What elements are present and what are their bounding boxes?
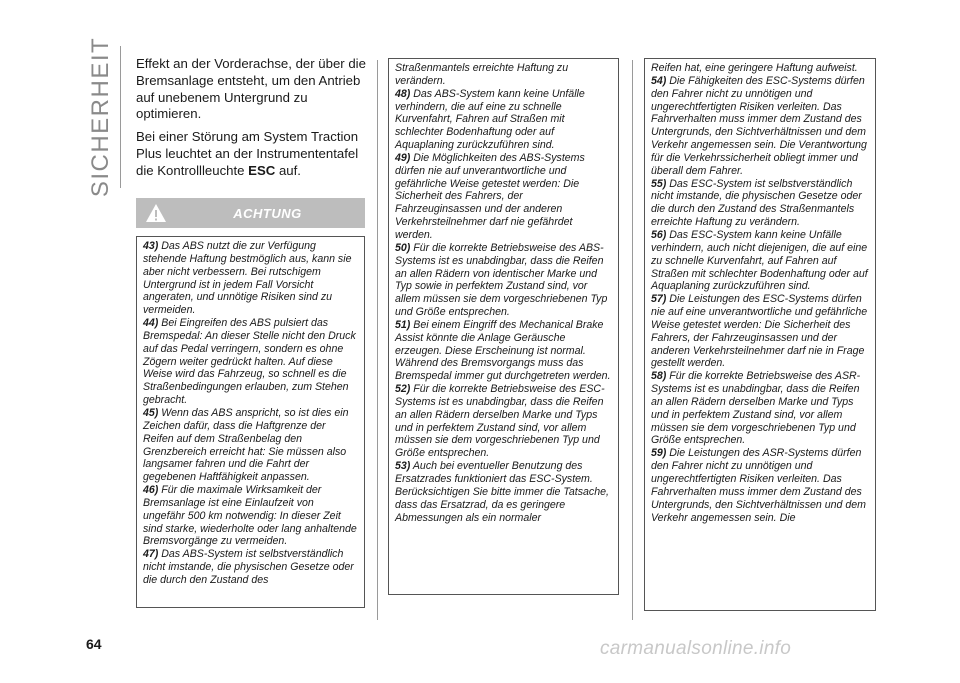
note-46: 46) Für die maximale Wirksamkeit der Bremsanlage ist eine Einlaufzeit von ungefähr 500 km notwendig: In dieser Zeit sind starke, wiederholte oder lang anhaltende Bremsvorgänge zu vermeiden. [143,484,357,548]
note-55: 55) Das ESC-System ist selbstverständlich nicht imstande, die physischen Gesetze oder die durch den Zustand des Straßenmantels erreichte Haftung zu verändern. [651,177,862,229]
warning-triangle-icon [145,202,167,224]
note-44: 44) Bei Eingreifen des ABS pulsiert das Bremspedal: An dieser Stelle nicht den Druck auf das Pedal verringern, sondern es ohne Zögern weiter gedrückt halten. Auf diese Weise wird das Fahrzeug, so schnell es die Straßenbedingungen erlauben, zum Stehen gebracht. [143,317,356,407]
section-divider [120,46,121,188]
warning-box-column-2 [388,58,619,595]
warning-box-column-1 [136,236,365,608]
column-divider [377,60,378,620]
note-58: 58) Für die korrekte Betriebsweise des ASR-Systems ist es unabdingbar, dass die Reifen an allen Rädern derselben Marke und Typs und in perfektem Zustand sind, vor allem müssen sie dem vorgeschriebenen Typ und Größe entsprechen. [651,370,861,447]
intro-paragraph-1: Effekt an der Vorderachse, der über die Bremsanlage entsteht, um den Antrieb auf unebenem Untergrund zu optimieren. [136,56,366,122]
note-54: 54) Die Fähigkeiten des ESC-Systems dürfen den Fahrer nicht zu unnötigen und ungerechtfertigten Risiken verleiten. Das Fahrverhalten muss immer dem Zustand des Untergrunds, den Sichtverhältnissen und dem Verkehr angemessen sein. Die Verantwortung für die Verkehrssicherheit obliegt immer und überall dem Fahrer. [651,74,867,177]
note-52: 52) Für die korrekte Betriebsweise des ESC-Systems ist es unabdingbar, dass die Reifen an allen Rädern derselben Marke und Typs und in perfektem Zustand sind, vor allem müssen sie dem vorgeschriebenen Typ und Größe entsprechen. [395,383,605,460]
intro-text [136,56,366,186]
esc-warning-light-symbol: ESC [248,162,276,178]
intro-paragraph-2: Bei einer Störung am System Traction Plus leuchtet an der Instrumententafel die Kontrollleuchte ESC auf. [136,129,359,178]
column-divider [632,60,633,620]
note-56: 56) Das ESC-System kann keine Unfälle verhindern, auch nicht diejenigen, die auf eine zu schnelle Kurvenfahrt, auf Fahren auf Straßen mit schlechter Bodenhaftung oder auf Aquaplaning zurückzuführen sind. [651,228,868,293]
note-53: 53) Auch bei eventueller Benutzung des Ersatzrades funktioniert das ESC-System. Berücksichtigen Sie bitte immer die Tatsache, dass das Ersatzrad, da es geringere Abmessungen als ein normaler [395,460,609,524]
note-49: 49) Die Möglichkeiten des ABS-Systems dürfen nie auf unverantwortliche und gefährliche Weise getestet werden: Die Sicherheit des Fahrers, der Fahrzeuginsassen und der anderen Verkehrsteilnehmer darf nie gefährdet werden. [395,151,585,241]
note-51: 51) Bei einem Eingriff des Mechanical Brake Assist könnte die Anlage Geräusche erzeugen. Diese Erscheinung ist normal. Während des Bremsvorgangs muss das Bremspedal immer gut durchgetreten werden. [395,318,611,383]
warning-title: ACHTUNG [233,205,302,221]
note-59: 59) Die Leistungen des ASR-Systems dürfen den Fahrer nicht zu unnötigen und ungerechtfertigten Risiken verleiten. Das Fahrverhalten muss immer dem Zustand des Untergrunds, den Sichtverhältnissen und dem Verkehr angemessen sein. Die [651,447,866,524]
page-number: 64 [86,636,102,652]
note-48: 48) Das ABS-System kann keine Unfälle verhindern, die auf eine zu schnelle Kurvenfahrt, Fahren auf Straßen mit schlechter Bodenhaftung oder auf Aquaplaning zurückzuführen sind. [395,87,585,152]
section-title: SICHERHEIT [87,36,114,198]
note-43: 43) Das ABS nutzt die zur Verfügung stehende Haftung bestmöglich aus, kann sie aber nicht verbessern. Bei rutschigem Untergrund ist in jedem Fall Vorsicht angeraten, und unnötige Risiken sind zu vermeiden. [143,240,352,317]
note-50: 50) Für die korrekte Betriebsweise des ABS-Systems ist es unabdingbar, dass die Reifen an allen Rädern von identischer Marke und Typ sowie in perfektem Zustand sind, vor allem müssen sie dem vorgeschriebenen Typ und Größe entsprechen. [395,241,608,319]
warning-header [136,198,365,228]
note-53-continued: Reifen hat, eine geringere Haftung aufweist. [651,62,858,74]
note-47: 47) Das ABS-System ist selbstverständlich nicht imstande, die physischen Gesetze oder die durch den Zustand des [143,548,354,586]
note-47-continued: Straßenmantels erreichte Haftung zu verändern. [395,62,569,87]
note-45: 45) Wenn das ABS anspricht, so ist dies ein Zeichen dafür, dass die Haftgrenze der Reifen auf dem Straßenbelag den Grenzbereich erreicht hat: Sie müssen also langsamer fahren und die Fahrt der gegebenen Haftfähigkeit anpassen. [143,406,349,484]
note-57: 57) Die Leistungen des ESC-Systems dürfen nie auf eine unverantwortliche und gefährliche Weise getestet werden: Die Sicherheit des Fahrers, der Fahrzeuginsassen und der anderen Verkehrsteilnehmer darf nie in Frage gestellt werden. [651,293,868,370]
warning-box-column-3 [644,58,876,611]
footer-watermark: carmanualsonline.info [600,638,792,659]
